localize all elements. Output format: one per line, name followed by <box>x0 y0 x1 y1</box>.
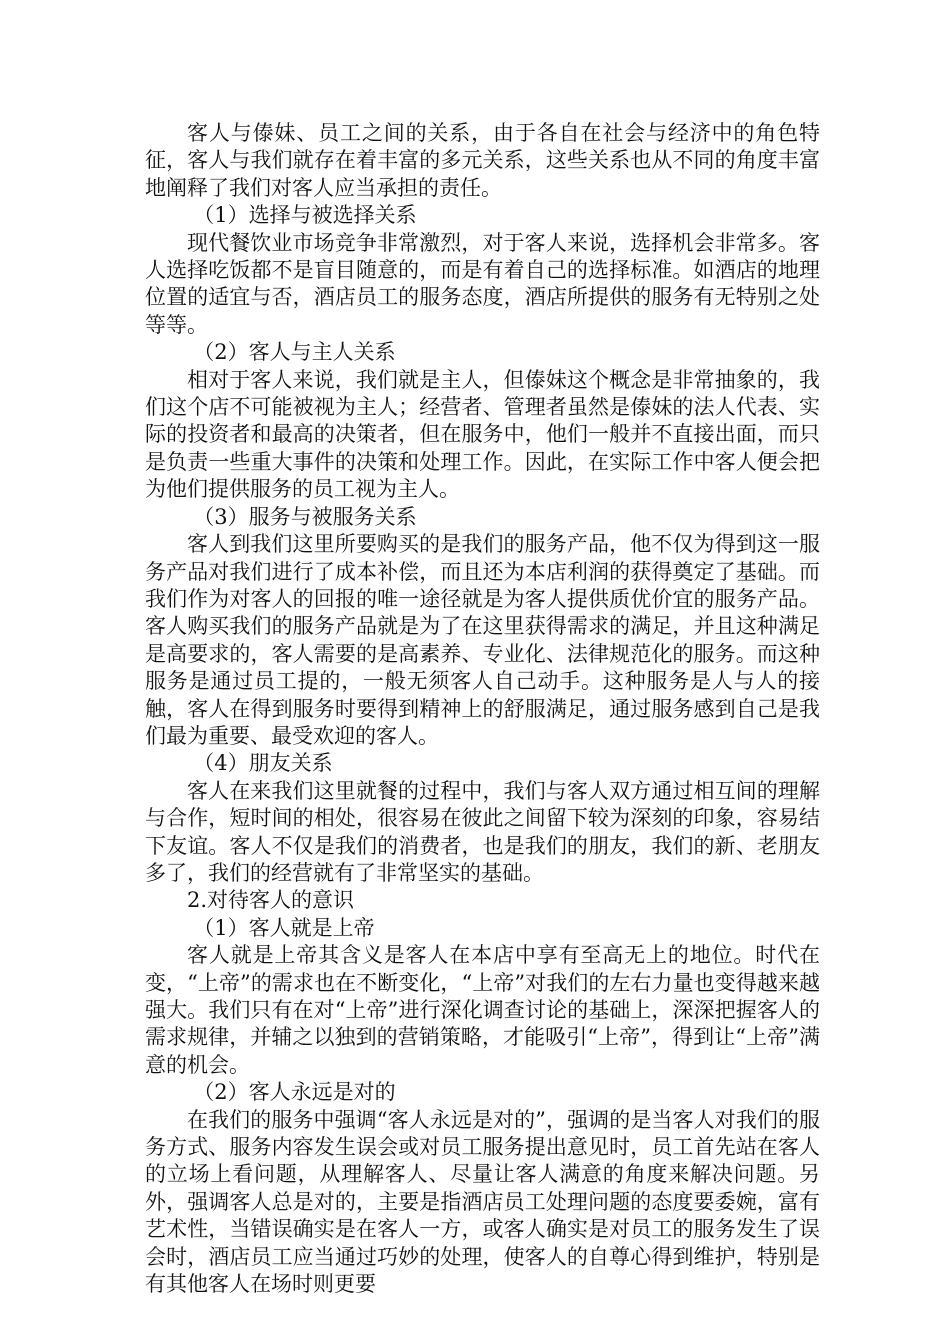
heading-guest-always-right: （2）客人永远是对的 <box>193 1080 396 1105</box>
heading-host-relation: （2）客人与主人关系 <box>193 340 396 365</box>
heading-choice-relation: （1）选择与被选择关系 <box>193 203 417 228</box>
heading-guest-is-god: （1）客人就是上帝 <box>193 915 375 940</box>
paragraph-choice-relation: 现代餐饮业市场竞争非常激烈，对于客人来说，选择机会非常多。客人选择吃饭都不是盲目随意的，而是有着自己的选择标准。如酒店的地理位置的适宜与否，酒店员工的服务态度，酒店所提供的服务有无特别之处等等。 <box>145 230 820 337</box>
paragraph-host-relation: 相对于客人来说，我们就是主人，但傣妹这个概念是非常抽象的，我们这个店不可能被视为主人；经营者、管理者虽然是傣妹的法人代表、实际的投资者和最高的决策者，但在服务中，他们一般并不直接出面，而只是负责一些重大事件的决策和处理工作。因此，在实际工作中客人便会把为他们提供服务的员工视为主人。 <box>145 367 820 502</box>
paragraph-relations-intro: 客人与傣妹、员工之间的关系，由于各自在社会与经济中的角色特征，客人与我们就存在着丰富的多元关系，这些关系也从不同的角度丰富地阐释了我们对客人应当承担的责任。 <box>145 121 820 200</box>
paragraph-guest-is-god: 客人就是上帝其含义是客人在本店中享有至高无上的地位。时代在变，“上帝”的需求也在不断变化，“上帝”对我们的左右力量也变得越来越强大。我们只有在对“上帝”进行深化调查讨论的基础上，深深把握客人的需求规律，并辅之以独到的营销策略，才能吸引“上帝”，得到让“上帝”满意的机会。 <box>145 943 820 1077</box>
document-body <box>145 120 820 1298</box>
heading-service-relation: （3）服务与被服务关系 <box>193 504 417 529</box>
paragraph-service-relation: 客人到我们这里所要购买的是我们的服务产品，他不仅为得到这一服务产品对我们进行了成本补偿，而且还为本店利润的获得奠定了基础。而我们作为对客人的回报的唯一途径就是为客人提供质优价宜的服务产品。客人购买我们的服务产品就是为了在这里获得需求的满足，并且这种满足是高要求的，客人需要的是高素养、专业化、法律规范化的服务。而这种服务是通过员工提的，一般无须客人自己动手。这种服务是人与人的接触，客人在得到服务时要得到精神上的舒服满足，通过服务感到自己是我们最为重要、最受欢迎的客人。 <box>145 532 820 748</box>
paragraph-guest-always-right: 在我们的服务中强调“客人永远是对的”，强调的是当客人对我们的服务方式、服务内容发生误会或对员工服务提出意见时，员工首先站在客人的立场上看问题，从理解客人、尽量让客人满意的角度来解决问题。另外，强调客人总是对的，主要是指酒店员工处理问题的态度要委婉，富有艺术性，当错误确实是在客人一方，或客人确实是对员工的服务发生了误会时，酒店员工应当通过巧妙的处理，使客人的自尊心得到维护，特别是有其他客人在场时则更要 <box>145 1107 820 1297</box>
paragraph-friend-relation: 客人在来我们这里就餐的过程中，我们与客人双方通过相互间的理解与合作，短时间的相处，很容易在彼此之间留下较为深刻的印象，容易结下友谊。客人不仅是我们的消费者，也是我们的朋友，我们的新、老朋友多了，我们的经营就有了非常坚实的基础。 <box>145 778 820 885</box>
section-title-guest-awareness: 2.对待客人的意识 <box>187 888 355 913</box>
heading-friend-relation: （4）朋友关系 <box>193 751 333 776</box>
